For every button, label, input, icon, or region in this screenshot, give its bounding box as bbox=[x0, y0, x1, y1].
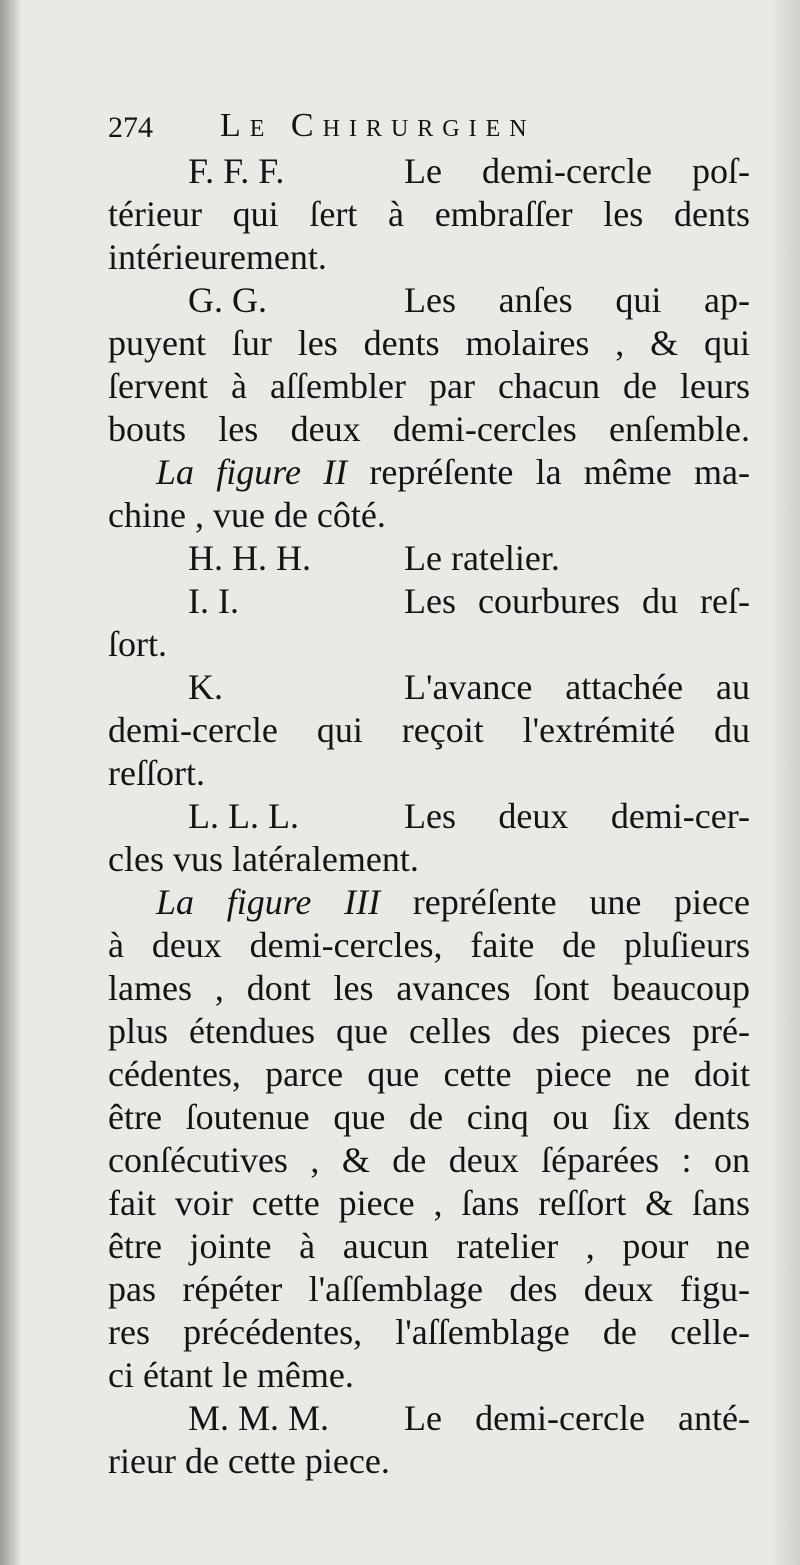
text-line: ſervent à aſſembler par chacun de leurs bbox=[108, 366, 750, 406]
figure-caption-line bbox=[108, 881, 750, 924]
figure-caption-text: repréſente une piece bbox=[412, 882, 750, 922]
legend-label: I. I. bbox=[188, 581, 239, 621]
running-header bbox=[108, 102, 750, 150]
figure-reference: La figure II bbox=[156, 452, 370, 492]
text-line: chine , vue de côté. bbox=[108, 495, 386, 535]
text-line: térieur qui ſert à embraſſer les dents bbox=[108, 194, 750, 234]
text-line: bouts les deux demi-cercles enſemble. bbox=[108, 409, 750, 449]
figure-caption-line bbox=[108, 451, 750, 494]
legend-label: M. M. M. bbox=[188, 1398, 330, 1438]
text-line: être jointe à aucun ratelier , pour ne bbox=[108, 1226, 750, 1266]
legend-description: Les anſes qui ap- bbox=[404, 280, 750, 320]
legend-label: L. L. L. bbox=[188, 796, 299, 836]
legend-entry-label-line bbox=[108, 795, 750, 838]
legend-entry-label-line bbox=[108, 150, 750, 193]
legend-entry-label-line bbox=[108, 1397, 750, 1440]
legend-entry-label-line bbox=[108, 666, 750, 709]
text-line: ci étant le même. bbox=[108, 1355, 354, 1395]
text-line: cles vus latéralement. bbox=[108, 839, 419, 879]
text-line: puyent ſur les dents molaires , & qui bbox=[108, 323, 750, 363]
text-line: rieur de cette piece. bbox=[108, 1441, 390, 1481]
text-line: fait voir cette piece , ſans reſſort & ſans bbox=[108, 1183, 750, 1223]
legend-label: G. G. bbox=[188, 280, 267, 320]
legend-label: H. H. H. bbox=[188, 538, 311, 578]
legend-description: Le demi-cercle anté- bbox=[404, 1398, 750, 1438]
legend-label: F. F. F. bbox=[188, 151, 285, 191]
figure-reference: La figure III bbox=[156, 882, 413, 922]
text-line: reſſort. bbox=[108, 753, 205, 793]
legend-description: Les deux demi-cer- bbox=[404, 796, 750, 836]
legend-description: L'avance attachée au bbox=[404, 667, 750, 707]
legend-label: K. bbox=[188, 667, 223, 707]
text-line: être ſoutenue que de cinq ou ſix dents bbox=[108, 1097, 750, 1137]
text-line: à deux demi-cercles, faite de pluſieurs bbox=[108, 925, 750, 965]
legend-entry-label-line bbox=[108, 537, 750, 580]
text-line: demi-cercle qui reçoit l'extrémité du bbox=[108, 710, 750, 750]
legend-description: Le ratelier. bbox=[404, 538, 560, 578]
text-line: lames , dont les avances ſont beaucoup bbox=[108, 968, 750, 1008]
text-line: pas répéter l'aſſemblage des deux figu- bbox=[108, 1269, 750, 1309]
text-line: cédentes, parce que cette piece ne doit bbox=[108, 1054, 750, 1094]
legend-description: Le demi-cercle poſ- bbox=[404, 151, 750, 191]
legend-entry-label-line bbox=[108, 279, 750, 322]
page-edge bbox=[770, 0, 800, 1565]
text-line: res précédentes, l'aſſemblage de celle- bbox=[108, 1312, 750, 1352]
gutter-shadow bbox=[0, 0, 22, 1565]
text-line: conſécutives , & de deux ſéparées : on bbox=[108, 1140, 750, 1180]
legend-entry-label-line bbox=[108, 580, 750, 623]
legend-description: Les courbures du reſ- bbox=[404, 581, 750, 621]
page-number: 274 bbox=[108, 111, 153, 144]
text-line: intérieurement. bbox=[108, 237, 327, 277]
text-line: plus étendues que celles des pieces pré- bbox=[108, 1011, 750, 1051]
page-text bbox=[108, 102, 750, 1483]
running-title: Le Chirurgien bbox=[220, 107, 536, 144]
text-line: ſort. bbox=[108, 624, 167, 664]
figure-caption-text: repréſente la même ma- bbox=[369, 452, 750, 492]
